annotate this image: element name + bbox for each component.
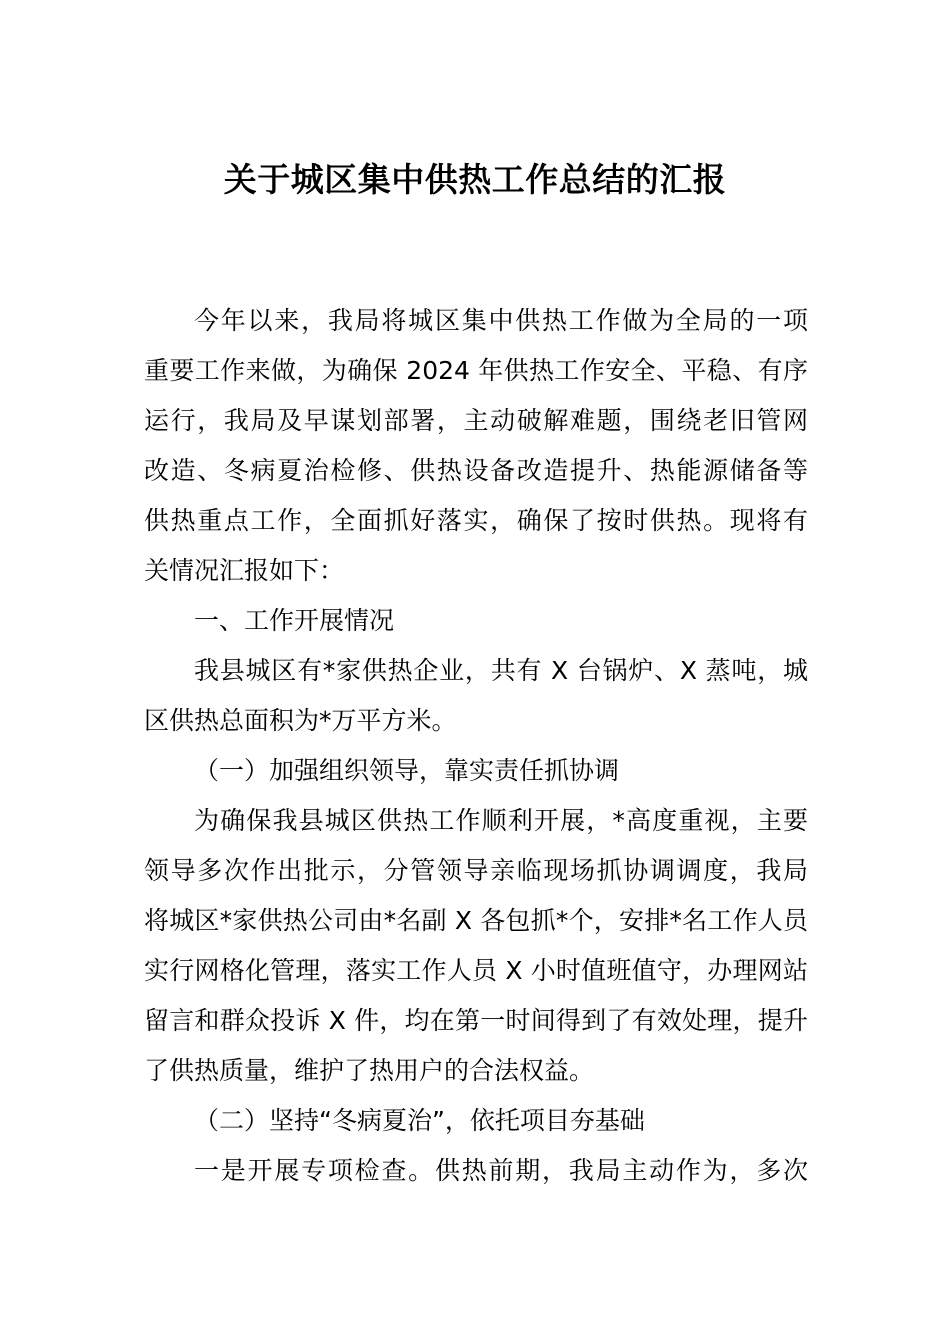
paragraph-line: 关情况汇报如下： (144, 556, 345, 585)
paragraph-line: 一是开展专项检查。供热前期，我局主动作为，多次 (194, 1156, 808, 1185)
subsection-heading: （一）加强组织领导，靠实责任抓协调 (194, 756, 620, 785)
paragraph-line: 重要工作来做，为确保 2024 年供热工作安全、平稳、有序 (144, 356, 808, 385)
paragraph-line: 今年以来，我局将城区集中供热工作做为全局的一项 (194, 306, 808, 335)
subsection-heading: （二）坚持“冬病夏治”，依托项目夯基础 (194, 1106, 645, 1135)
paragraph-line: 运行，我局及早谋划部署，主动破解难题，围绕老旧管网 (144, 406, 808, 435)
paragraph-line: 为确保我县城区供热工作顺利开展，*高度重视，主要 (194, 806, 808, 835)
paragraph-line: 实行网格化管理，落实工作人员 X 小时值班值守，办理网站 (144, 956, 808, 985)
paragraph-line: 改造、冬病夏治检修、供热设备改造提升、热能源储备等 (144, 456, 808, 485)
document-title: 关于城区集中供热工作总结的汇报 (223, 160, 727, 199)
paragraph-line: 供热重点工作，全面抓好落实，确保了按时供热。现将有 (144, 506, 808, 535)
paragraph-line: 领导多次作出批示，分管领导亲临现场抓协调调度，我局 (144, 856, 808, 885)
paragraph-line: 了供热质量，维护了热用户的合法权益。 (144, 1056, 595, 1085)
paragraph-line: 将城区*家供热公司由*名副 X 各包抓*个，安排*名工作人员 (144, 906, 808, 935)
document-body (144, 296, 808, 1196)
paragraph-line: 留言和群众投诉 X 件，均在第一时间得到了有效处理，提升 (144, 1006, 808, 1035)
paragraph-line: 我县城区有*家供热企业，共有 X 台锅炉、X 蒸吨，城 (194, 656, 808, 685)
paragraph-line: 区供热总面积为*万平方米。 (144, 706, 457, 735)
section-heading: 一、工作开展情况 (194, 606, 395, 635)
